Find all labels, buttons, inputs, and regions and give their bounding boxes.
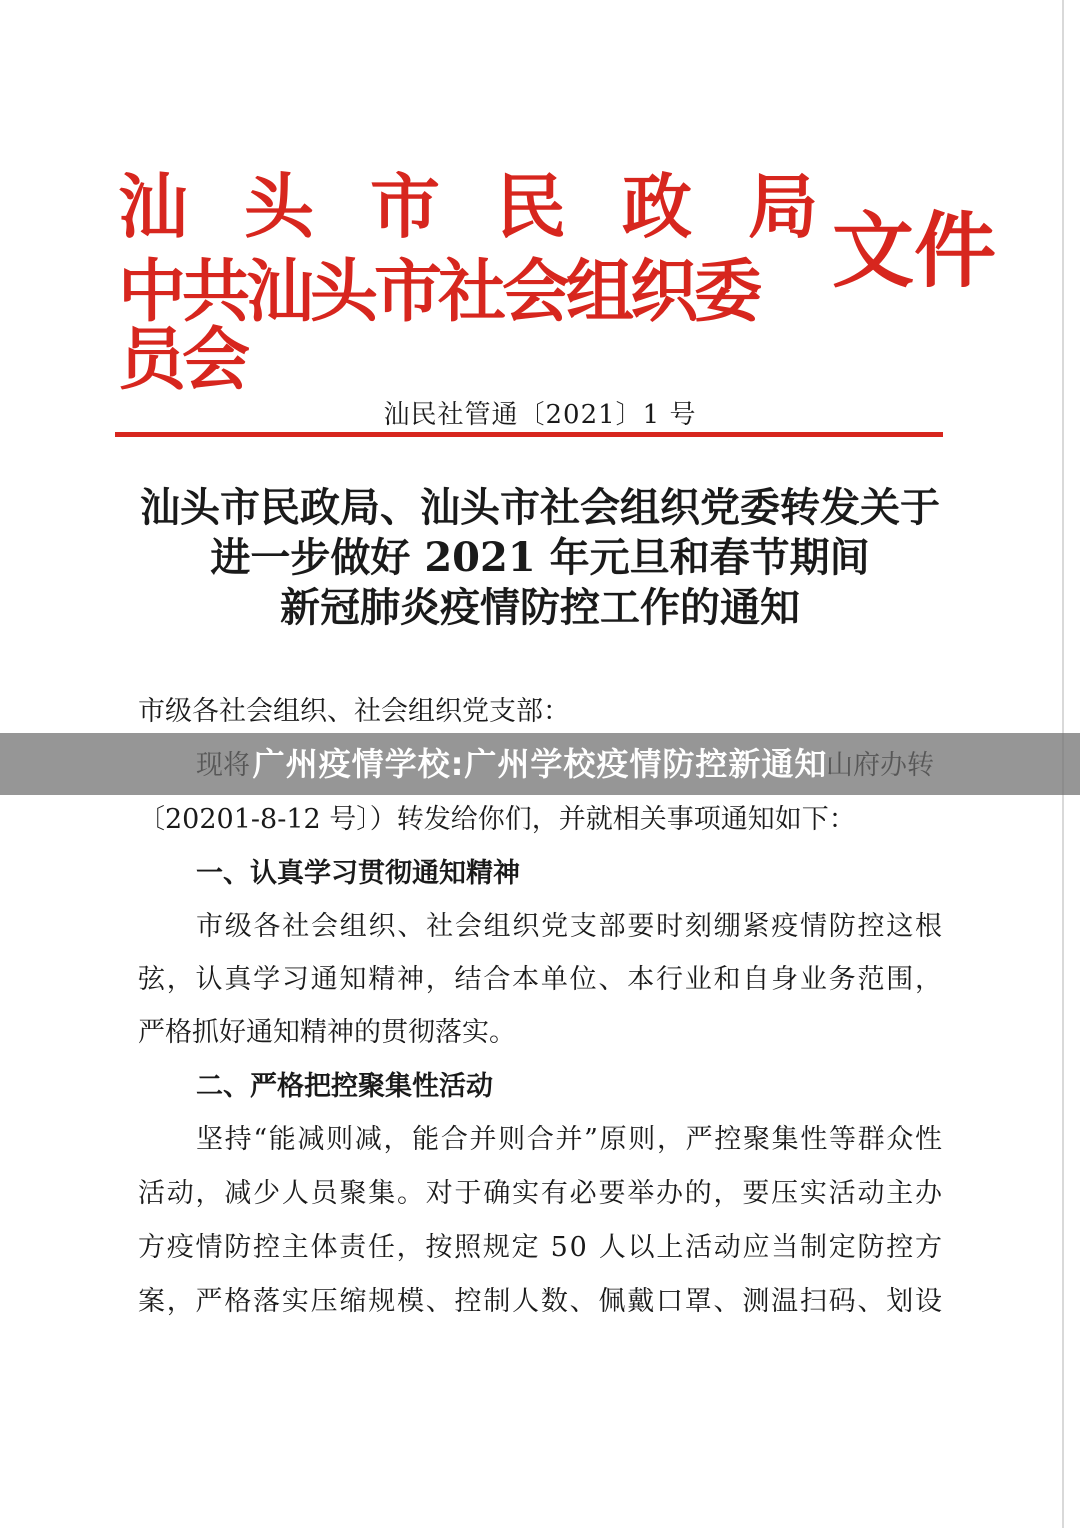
issuer-char: 民 (496, 165, 566, 248)
title-line-2: 进一步做好 2021 年元旦和春节期间 (210, 534, 870, 581)
section-1-paragraph-line: 严格抓好通知精神的贯彻落实。 (138, 1017, 516, 1048)
caption-banner-title: 广州疫情学校:广州学校疫情防控新通知 (252, 745, 828, 783)
issuer-line-2-text: 中共汕头市社会组织委员会 (118, 252, 759, 400)
intro-line-2: 〔20201-8-12 号〕）转发给你们，并就相关事项通知如下： (138, 804, 856, 835)
section-1-paragraph-line: 市级各社会组织、社会组织党支部要时刻绷紧疫情防控这根 (196, 911, 944, 942)
issuer-char: 政 (622, 165, 692, 248)
title-line-3: 新冠肺炎疫情防控工作的通知 (280, 584, 800, 631)
section-2-paragraph-line: 案，严格落实压缩规模、控制人数、佩戴口罩、测温扫码、划设 (138, 1286, 944, 1317)
issuer-line-1 (118, 165, 818, 248)
section-1-paragraph-line: 弦，认真学习通知精神，结合本单位、本行业和自身业务范围， (138, 964, 944, 995)
document-type-label: 文件 (832, 203, 997, 299)
title-line-1: 汕头市民政局、汕头市社会组织党委转发关于 (140, 484, 940, 531)
issuer-char: 汕 (118, 165, 188, 248)
issuer-char: 头 (244, 165, 314, 248)
section-2-paragraph-line: 活动，减少人员聚集。对于确实有必要举办的，要压实活动主办 (138, 1178, 944, 1209)
red-divider (115, 432, 943, 437)
section-1-heading: 一、认真学习贯彻通知精神 (196, 858, 520, 889)
issuer-char: 局 (748, 165, 818, 248)
issuer-line-2 (118, 252, 818, 400)
section-2-heading: 二、严格把控聚集性活动 (196, 1071, 493, 1102)
document-number: 汕民社管通〔2021〕1 号 (383, 400, 697, 430)
section-2-paragraph-line: 方疫情防控主体责任，按照规定 50 人以上活动应当制定防控方 (138, 1232, 944, 1263)
section-2-paragraph-line: 坚持“能减则减，能合并则合并”原则，严控聚集性等群众性 (196, 1124, 944, 1155)
salutation: 市级各社会组织、社会组织党支部： (138, 696, 570, 727)
issuer-char: 市 (370, 165, 440, 248)
